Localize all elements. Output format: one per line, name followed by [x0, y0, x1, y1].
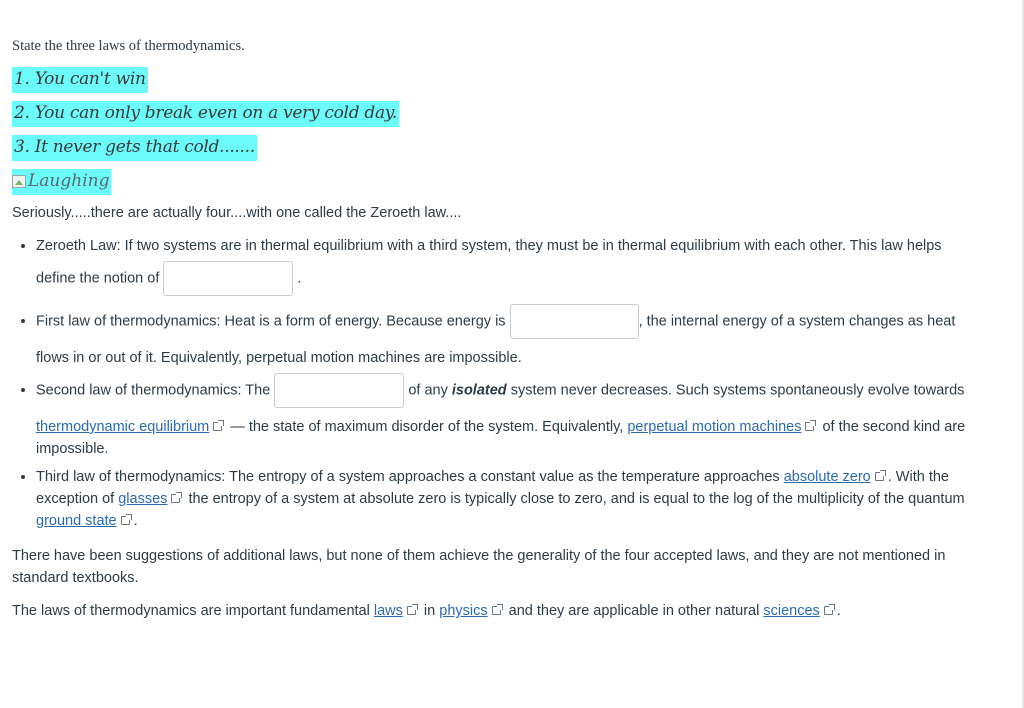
closing-before: The laws of thermodynamics are important fundamental: [12, 603, 370, 620]
first-line2: flows in or out of it. Equivalently, perpetual motion machines are impossible.: [36, 349, 522, 366]
closing-mid2: and they are applicable in other natural: [508, 603, 760, 620]
closing-after: .: [836, 603, 841, 620]
external-link-icon: [213, 422, 222, 431]
laughing-image: [12, 169, 111, 195]
second-mid1: of any: [408, 382, 448, 399]
second-mid2: system never decreases. Such systems spontaneously evolve towards: [510, 382, 965, 399]
external-link-icon: [407, 606, 416, 615]
question-content: [12, 38, 992, 623]
third-text: Third law of thermodynamics: The entropy of a system approaches a constant value as the temperature approaches: [36, 468, 780, 485]
laws-list: [12, 235, 992, 532]
link-glasses[interactable]: glasses: [118, 490, 168, 507]
link-ground-state[interactable]: ground state: [36, 512, 117, 529]
second-text1: — the state of maximum disorder of the system. Equivalently,: [230, 418, 624, 435]
laughing-alt-text: Laughing: [28, 171, 110, 191]
second-text: Second law of thermodynamics: The: [36, 382, 271, 399]
list-item-second-law: [36, 373, 992, 460]
link-thermodynamic-equilibrium[interactable]: thermodynamic equilibrium: [36, 418, 210, 435]
link-perpetual-motion-machines[interactable]: perpetual motion machines: [627, 418, 802, 435]
third-text1: . With the exception of: [36, 468, 949, 507]
second-text2: of the second kind are impossible.: [36, 418, 966, 457]
external-link-icon: [805, 422, 814, 431]
highlight-text-2: 2. You can only break even on a very cold day.: [12, 101, 399, 127]
zeroth-line2-text: define the notion of: [36, 270, 160, 287]
first-after: , the internal energy of a system changes as heat: [638, 313, 956, 330]
third-text2: the entropy of a system at absolute zero is typically close to zero, and is equal to the log of the multiplicity of the quantum: [188, 490, 965, 507]
highlight-text-1: 1. You can't win: [12, 67, 148, 93]
seriously-paragraph: Seriously.....there are actually four....with one called the Zeroeth law....: [12, 205, 462, 221]
blank-input-zeroth[interactable]: [163, 261, 293, 296]
first-text: First law of thermodynamics: Heat is a form of energy. Because energy is: [36, 313, 506, 330]
highlight-line-3: [12, 135, 992, 162]
highlight-line-2: [12, 101, 992, 128]
suggestions-paragraph: There have been suggestions of additional laws, but none of them achieve the generality of the four accepted laws, and they are not mentioned in standard textbooks.: [12, 547, 946, 586]
link-laws[interactable]: laws: [373, 603, 403, 620]
second-line2: [36, 416, 992, 460]
broken-image-icon: [12, 175, 26, 188]
list-item-first-law: [36, 304, 992, 369]
link-absolute-zero[interactable]: absolute zero: [783, 468, 871, 485]
zeroth-text: Zeroeth Law: If two systems are in thermal equilibrium with a third system, they must be in thermal equilibrium with each other. This law helps: [36, 237, 942, 254]
closing-paragraph: [12, 601, 992, 623]
blank-input-first[interactable]: [510, 304, 639, 339]
third-text3: .: [133, 512, 138, 529]
external-link-icon: [492, 606, 501, 615]
external-link-icon: [121, 516, 130, 525]
highlight-text-3: 3. It never gets that cold.......: [12, 135, 257, 161]
isolated-emphasis: isolated: [451, 382, 507, 399]
highlight-line-1: [12, 67, 992, 94]
zeroth-line2: [36, 261, 992, 296]
blank-input-second[interactable]: [274, 373, 404, 408]
question-prompt: State the three laws of thermodynamics.: [12, 38, 245, 54]
list-item-zeroth-law: [36, 235, 992, 296]
list-item-third-law: [36, 466, 992, 532]
zeroth-period: .: [297, 270, 302, 287]
laughing-emoticon: [12, 169, 992, 196]
external-link-icon: [824, 606, 833, 615]
closing-mid1: in: [423, 603, 436, 620]
link-physics[interactable]: physics: [439, 603, 488, 620]
external-link-icon: [875, 472, 884, 481]
link-sciences[interactable]: sciences: [763, 603, 820, 620]
external-link-icon: [171, 494, 180, 503]
